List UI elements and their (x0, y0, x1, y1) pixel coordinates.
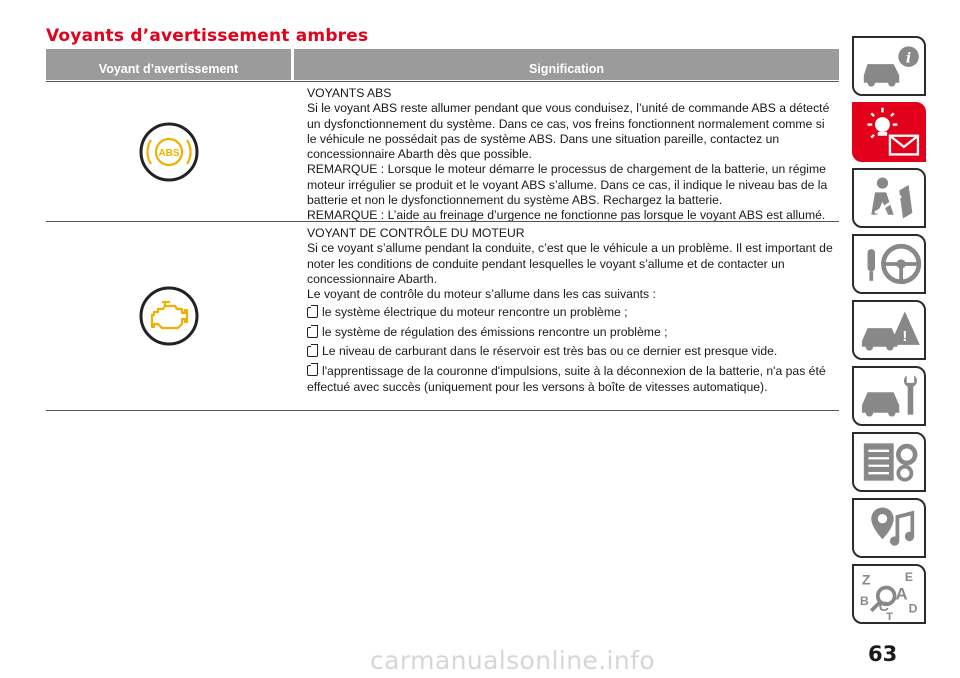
list-item-text: le système de régulation des émissions rencontre un problème ; (322, 324, 668, 339)
svg-text:i: i (905, 50, 912, 67)
emergency-icon (854, 302, 924, 358)
sidebar-tab-emergency[interactable] (852, 300, 926, 360)
index-letter: T (886, 611, 894, 622)
watermark: carmanualsonline.info (370, 646, 656, 675)
header-meaning: Signification (294, 49, 839, 80)
list-item (307, 363, 835, 395)
sidebar-tab-maintenance[interactable] (852, 366, 926, 426)
engine-icon-cell (46, 222, 291, 410)
checkbox-bullet-icon (307, 346, 318, 357)
list-item-text: Le niveau de carburant dans le réservoir est très bas ou ce dernier est presque vide. (322, 344, 778, 359)
engine-heading: VOYANT DE CONTRÔLE DU MOTEUR (307, 226, 525, 240)
sidebar-tab-index[interactable] (852, 564, 926, 624)
checkbox-bullet-icon (307, 327, 318, 338)
index-letter: C (878, 597, 889, 614)
abs-note-2: REMARQUE : L’aide au freinage d’urgence ne fonctionne pas lorsque le voyant ABS est allumé. (307, 208, 826, 223)
sidebar-tab-car-info[interactable] (852, 36, 926, 96)
maintenance-icon (854, 368, 924, 424)
index-icon (854, 566, 924, 622)
table-header (46, 49, 839, 80)
index-letter: D (908, 601, 918, 616)
technical-data-icon (854, 434, 924, 490)
sidebar-tab-warning-lights[interactable] (852, 102, 926, 162)
abs-paragraph-1: Si le voyant ABS reste allumer pendant que vous conduisez, l’unité de commande ABS a détecté un dysfonctionnement du système. Dans ce cas, vos freins fonctionnent normalement comme si le véhicule ne possédait pas de système ABS. Dans une situation pareille, contactez un concessionnaire Abarth dès que possible. (307, 101, 830, 162)
abs-note-1: REMARQUE : Lorsque le moteur démarre le processus de chargement de la batterie, un régime moteur irrégulier se produit et le voyant ABS s’allume. Dans ce cas, il indique le niveau bas de la batterie et non le dysfonctionnement du système ABS. Rechargez la batterie. (307, 162, 828, 208)
engine-paragraph-2: Le voyant de contrôle du moteur s’allume dans les cas suivants : (307, 287, 656, 302)
sidebar-tab-technical-data[interactable] (852, 432, 926, 492)
abs-icon-label: ABS (157, 148, 180, 159)
multimedia-icon (854, 500, 924, 556)
sidebar-tab-safety[interactable] (852, 168, 926, 228)
header-warning-light: Voyant d’avertissement (46, 49, 291, 80)
svg-text:!: ! (902, 328, 908, 346)
sidebar-tab-multimedia[interactable] (852, 498, 926, 558)
sidebar-tab-driving[interactable] (852, 234, 926, 294)
abs-icon-cell (46, 82, 291, 222)
index-letter: E (904, 569, 913, 584)
engine-check-icon (134, 284, 204, 348)
engine-paragraph-1: Si ce voyant s’allume pendant la conduite, c’est que le véhicule a un problème. Il est important de noter les conditions de conduite pendant lesquelles le voyant s’allume et de contacter un concessionnaire Abarth. (307, 241, 833, 286)
page-title: Voyants d’avertissement ambres (46, 26, 369, 46)
index-letter: A (895, 584, 908, 604)
car-info-icon (854, 38, 924, 94)
safety-icon (854, 170, 924, 226)
page-number: 63 (868, 642, 898, 666)
engine-description (307, 226, 835, 395)
index-letter: B (860, 594, 869, 609)
checkbox-bullet-icon (307, 307, 318, 318)
checkbox-bullet-icon (307, 365, 318, 376)
list-item (307, 344, 835, 359)
warning-lights-icon (854, 104, 924, 160)
list-item (307, 305, 835, 320)
abs-heading: VOYANTS ABS (307, 86, 392, 100)
list-item-text: l'apprentissage de la couronne d'impulsions, suite à la déconnexion de la batterie, n'a pas été effectué avec succès (uniquement pour les versons à boîte de vitesses automatique). (307, 364, 826, 394)
list-item-text: le système électrique du moteur rencontre un problème ; (322, 305, 628, 320)
index-letter: Z (861, 571, 871, 588)
list-item (307, 325, 835, 340)
abs-warning-icon (134, 120, 204, 184)
abs-description (307, 86, 835, 224)
driving-icon (854, 236, 924, 292)
table-row-abs (46, 81, 839, 222)
table-row-engine (46, 221, 839, 411)
